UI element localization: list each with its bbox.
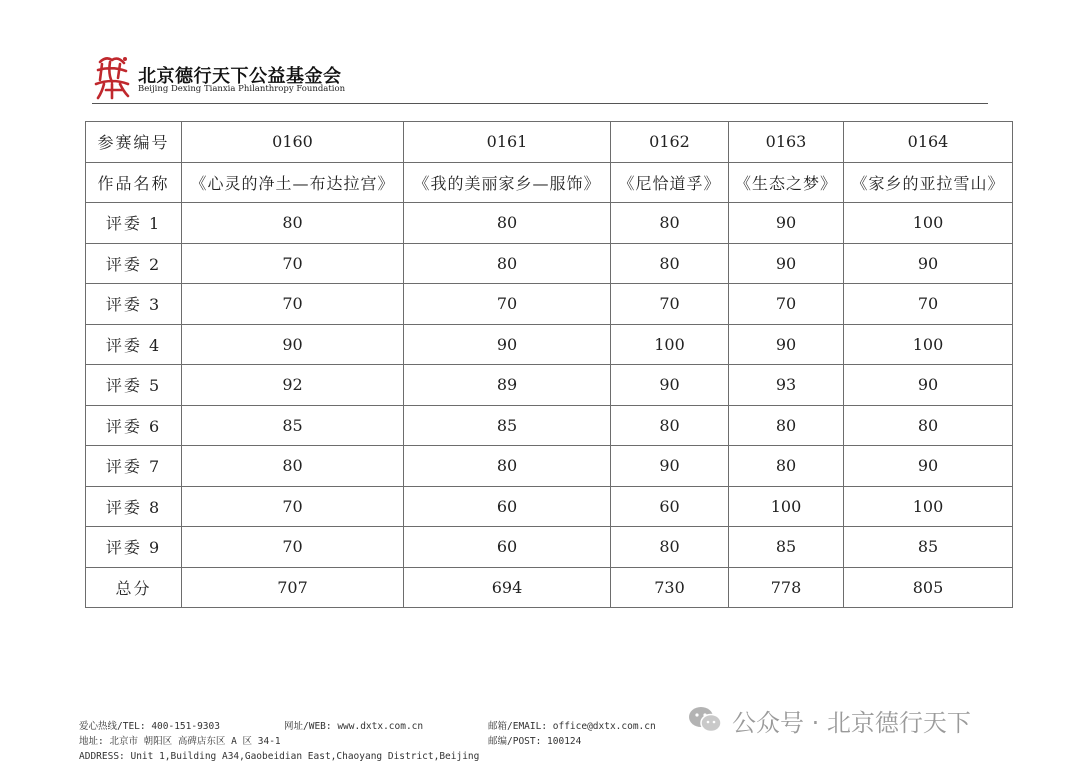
judge-row xyxy=(86,203,1013,244)
score-cell: 80 xyxy=(844,405,1013,446)
score-cell: 80 xyxy=(611,405,729,446)
entry-id-cell: 0163 xyxy=(729,122,844,163)
header-divider xyxy=(92,103,988,104)
score-cell: 90 xyxy=(729,203,844,244)
score-cell: 70 xyxy=(182,486,404,527)
judge-row xyxy=(86,446,1013,487)
score-cell: 93 xyxy=(729,365,844,406)
score-cell: 90 xyxy=(844,446,1013,487)
total-row xyxy=(86,567,1013,608)
total-cell: 778 xyxy=(729,567,844,608)
score-table xyxy=(85,121,1013,608)
entry-id-header: 参赛编号 xyxy=(86,122,182,163)
judge-row-label: 评委 1 xyxy=(86,203,182,244)
score-cell: 60 xyxy=(404,486,611,527)
total-cell: 805 xyxy=(844,567,1013,608)
score-cell: 80 xyxy=(611,203,729,244)
watermark-text: 公众号 · 北京德行天下 xyxy=(732,708,971,737)
score-cell: 90 xyxy=(729,324,844,365)
total-cell: 707 xyxy=(182,567,404,608)
score-cell: 85 xyxy=(182,405,404,446)
work-title-cell: 《心灵的净土—布达拉宫》 xyxy=(182,162,404,203)
score-cell: 89 xyxy=(404,365,611,406)
wechat-icon xyxy=(688,705,722,735)
score-cell: 85 xyxy=(404,405,611,446)
score-cell: 80 xyxy=(729,405,844,446)
judge-row-label: 评委 2 xyxy=(86,243,182,284)
footer-email: 邮箱/EMAIL: office@dxtx.com.cn xyxy=(488,721,656,732)
score-cell: 60 xyxy=(611,486,729,527)
title-header: 作品名称 xyxy=(86,162,182,203)
footer-address-en: ADDRESS: Unit 1,Building A34,Gaobeidian East,Chaoyang District,Beijing xyxy=(79,751,480,762)
score-cell: 100 xyxy=(729,486,844,527)
judge-row xyxy=(86,486,1013,527)
score-cell: 90 xyxy=(404,324,611,365)
score-cell: 100 xyxy=(844,203,1013,244)
score-cell: 85 xyxy=(844,527,1013,568)
score-cell: 70 xyxy=(844,284,1013,325)
judge-row xyxy=(86,527,1013,568)
judge-row xyxy=(86,405,1013,446)
score-cell: 90 xyxy=(611,365,729,406)
score-cell: 100 xyxy=(844,324,1013,365)
judge-row xyxy=(86,365,1013,406)
footer-web: 网址/WEB: www.dxtx.com.cn xyxy=(284,721,424,732)
score-cell: 80 xyxy=(611,527,729,568)
score-cell: 100 xyxy=(844,486,1013,527)
score-cell: 80 xyxy=(404,446,611,487)
judge-row-label: 评委 9 xyxy=(86,527,182,568)
score-cell: 80 xyxy=(182,446,404,487)
judge-row xyxy=(86,243,1013,284)
total-cell: 730 xyxy=(611,567,729,608)
score-cell: 70 xyxy=(729,284,844,325)
title-row xyxy=(86,162,1013,203)
judge-row-label: 评委 4 xyxy=(86,324,182,365)
score-cell: 90 xyxy=(844,243,1013,284)
score-cell: 80 xyxy=(404,203,611,244)
judge-row-label: 评委 8 xyxy=(86,486,182,527)
work-title-cell: 《生态之梦》 xyxy=(729,162,844,203)
work-title-cell: 《尼恰道孚》 xyxy=(611,162,729,203)
total-cell: 694 xyxy=(404,567,611,608)
judge-row xyxy=(86,324,1013,365)
score-cell: 90 xyxy=(182,324,404,365)
judge-row-label: 评委 5 xyxy=(86,365,182,406)
score-cell: 100 xyxy=(611,324,729,365)
score-cell: 60 xyxy=(404,527,611,568)
letterhead xyxy=(92,54,992,104)
score-cell: 90 xyxy=(729,243,844,284)
entry-id-cell: 0160 xyxy=(182,122,404,163)
judge-row-label: 评委 6 xyxy=(86,405,182,446)
entry-id-cell: 0162 xyxy=(611,122,729,163)
score-cell: 92 xyxy=(182,365,404,406)
entry-id-cell: 0161 xyxy=(404,122,611,163)
work-title-cell: 《家乡的亚拉雪山》 xyxy=(844,162,1013,203)
score-cell: 70 xyxy=(404,284,611,325)
work-title-cell: 《我的美丽家乡—服饰》 xyxy=(404,162,611,203)
score-cell: 80 xyxy=(611,243,729,284)
footer-address-cn: 地址: 北京市 朝阳区 高碑店东区 A 区 34-1 xyxy=(79,736,281,747)
score-cell: 80 xyxy=(404,243,611,284)
judge-row-label: 评委 3 xyxy=(86,284,182,325)
score-cell: 70 xyxy=(611,284,729,325)
total-row-label: 总分 xyxy=(86,567,182,608)
score-cell: 70 xyxy=(182,243,404,284)
id-row xyxy=(86,122,1013,163)
score-cell: 90 xyxy=(611,446,729,487)
footer-tel: 爱心热线/TEL: 400-151-9303 xyxy=(79,721,220,732)
entry-id-cell: 0164 xyxy=(844,122,1013,163)
score-cell: 80 xyxy=(729,446,844,487)
score-cell: 85 xyxy=(729,527,844,568)
footer-post: 邮编/POST: 100124 xyxy=(488,736,582,747)
judge-row xyxy=(86,284,1013,325)
org-name-cn: 北京德行天下公益基金会 xyxy=(138,66,342,87)
score-cell: 90 xyxy=(844,365,1013,406)
wechat-watermark xyxy=(688,700,971,740)
score-cell: 80 xyxy=(182,203,404,244)
org-name-en: Beijing Dexing Tianxia Philanthropy Foundation xyxy=(138,84,346,94)
foundation-logo-seal xyxy=(92,54,132,100)
score-cell: 70 xyxy=(182,284,404,325)
score-cell: 70 xyxy=(182,527,404,568)
judge-row-label: 评委 7 xyxy=(86,446,182,487)
